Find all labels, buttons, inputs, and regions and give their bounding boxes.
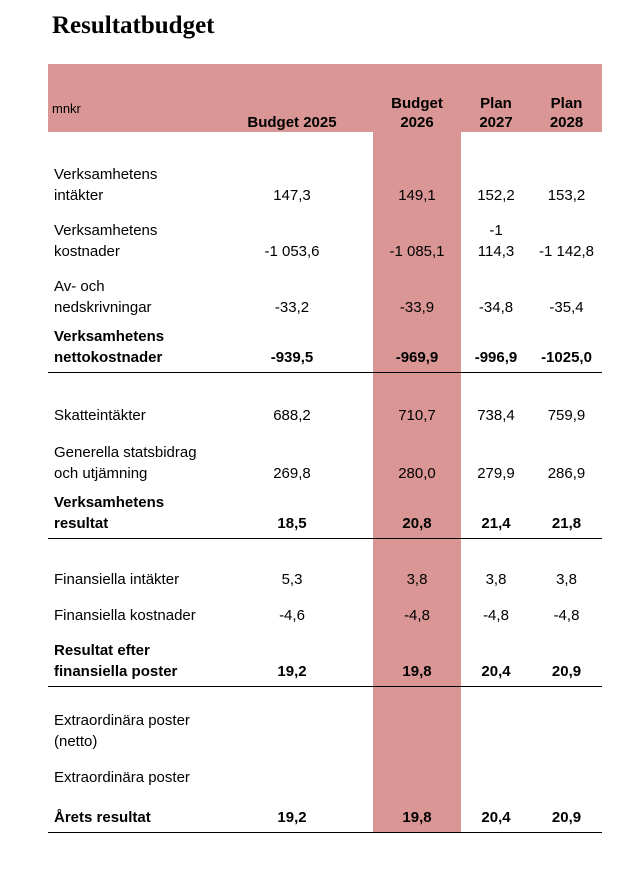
value-cell: 279,9 (477, 465, 515, 482)
value-cell: 20,4 (461, 630, 531, 686)
value-cell (373, 756, 461, 792)
row-label: Verksamhetens nettokostnader (48, 322, 211, 372)
table-row (48, 630, 602, 686)
table-row (48, 488, 602, 538)
value-cell: 710,7 (373, 372, 461, 430)
value-cell: -33,2 (274, 299, 310, 316)
value-cell (531, 756, 602, 792)
table-row (48, 594, 602, 630)
spacer-cell (373, 132, 461, 152)
table-body (48, 132, 602, 832)
value-cell: 20,4 (461, 792, 531, 832)
result-budget-table (48, 64, 602, 833)
value-cell: 688,2 (273, 407, 311, 424)
value-cell: 19,2 (211, 630, 373, 686)
spacer-cell (531, 132, 602, 152)
spacer-cell (211, 132, 373, 152)
value-cell: -1 085,1 (373, 210, 461, 266)
value-cell: 738,4 (477, 407, 515, 424)
value-cell: 286,9 (547, 465, 586, 482)
value-cell (461, 686, 531, 756)
value-cell (531, 686, 602, 756)
value-cell: 280,0 (373, 430, 461, 488)
value-cell: 3,8 (373, 538, 461, 594)
value-cell: 759,9 (547, 407, 586, 424)
col-header-plan-2028: Plan 2028 (531, 64, 602, 132)
row-label: Verksamhetens resultat (48, 488, 211, 538)
row-label: Skatteintäkter (54, 407, 146, 424)
value-cell: -4,6 (279, 607, 305, 624)
table-row (48, 152, 602, 210)
spacer-cell (461, 132, 531, 152)
value-cell (373, 686, 461, 756)
col-header-plan-2027: Plan 2027 (461, 64, 531, 132)
row-label: Årets resultat (48, 792, 211, 832)
value-cell: 20,9 (531, 630, 602, 686)
row-label: Generella statsbidrag och utjämning (54, 444, 197, 482)
value-cell: -33,9 (373, 266, 461, 322)
value-cell: -1025,0 (531, 322, 602, 372)
row-label: Extraordinära poster (54, 769, 190, 786)
value-cell: 5,3 (281, 571, 303, 588)
value-cell: -939,5 (211, 322, 373, 372)
value-cell: 21,4 (461, 488, 531, 538)
value-cell: 20,9 (531, 792, 602, 832)
row-label: Verksamhetens intäkter (54, 166, 158, 204)
table-row (48, 756, 602, 792)
table-row (48, 372, 602, 430)
table-row (48, 792, 602, 832)
table-row (48, 210, 602, 266)
value-cell (211, 686, 373, 756)
value-cell: 20,8 (373, 488, 461, 538)
value-cell: 19,2 (211, 792, 373, 832)
value-cell: -1 142,8 (538, 243, 595, 260)
spacer-row (48, 132, 602, 152)
row-label: Resultat efter finansiella poster (48, 630, 211, 686)
table-row (48, 266, 602, 322)
value-cell (211, 756, 373, 792)
value-cell: -4,8 (483, 607, 509, 624)
value-cell: 153,2 (547, 187, 586, 204)
row-label: Finansiella kostnader (54, 607, 196, 624)
row-label: Av- och nedskrivningar (54, 278, 152, 316)
value-cell: 19,8 (373, 630, 461, 686)
table-row (48, 430, 602, 488)
row-label: Extraordinära poster (netto) (54, 712, 190, 750)
table-row (48, 686, 602, 756)
value-cell: -4,8 (373, 594, 461, 630)
value-cell: -34,8 (478, 299, 514, 316)
value-cell: -4,8 (553, 607, 580, 624)
value-cell: 3,8 (556, 571, 577, 588)
value-cell: -1 114,3 (477, 222, 515, 260)
value-cell: 269,8 (273, 465, 311, 482)
value-cell: -969,9 (373, 322, 461, 372)
value-cell: 152,2 (477, 187, 515, 204)
unit-label: mnkr (48, 64, 211, 132)
col-header-budget-2026: Budget 2026 (373, 64, 461, 132)
spacer-cell (48, 132, 211, 152)
table-row (48, 322, 602, 372)
row-label: Finansiella intäkter (54, 571, 180, 588)
table-header-row (48, 64, 602, 132)
value-cell (461, 756, 531, 792)
col-header-budget-2025: Budget 2025 (211, 64, 373, 132)
value-cell: 19,8 (373, 792, 461, 832)
value-cell: -35,4 (549, 299, 584, 316)
value-cell: 18,5 (211, 488, 373, 538)
value-cell: 3,8 (485, 571, 507, 588)
value-cell: -996,9 (461, 322, 531, 372)
value-cell: 147,3 (273, 187, 311, 204)
value-cell: 21,8 (531, 488, 602, 538)
value-cell: -1 053,6 (264, 243, 320, 260)
table-row (48, 538, 602, 594)
row-label: Verksamhetens kostnader (54, 222, 158, 260)
page-title: Resultatbudget (52, 12, 215, 39)
value-cell: 149,1 (373, 152, 461, 210)
